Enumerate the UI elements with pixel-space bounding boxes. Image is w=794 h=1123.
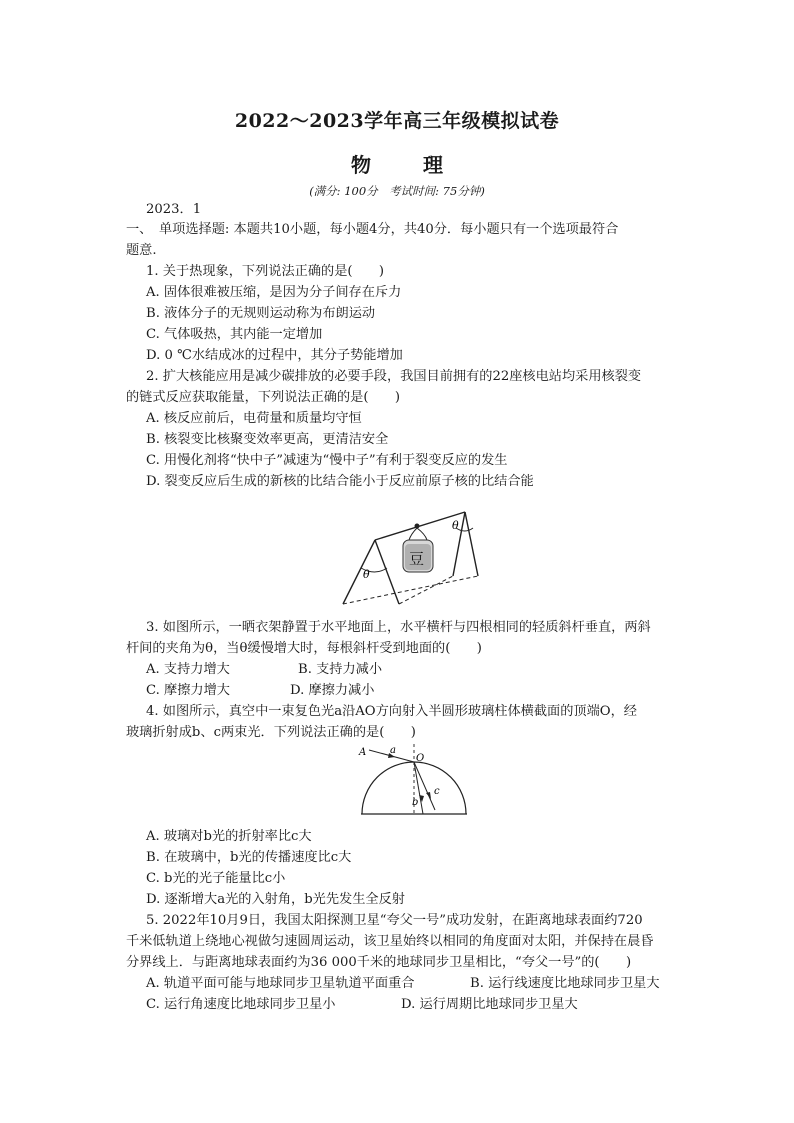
subject-char-2: 理 [423, 153, 443, 177]
label-a: a [390, 745, 396, 756]
question-2-stem: 2. 扩大核能应用是减少碳排放的必要手段，我国目前拥有的22座核电站均采用核裂变 [146, 369, 642, 384]
question-3-stem: 3. 如图所示，一晒衣架静置于水平地面上，水平横杆与四根相同的轻质斜杆垂直，两斜 [146, 620, 651, 635]
q5-option-b: B. 运行线速度比地球同步卫星大 [470, 976, 660, 991]
q3-option-a: A. 支持力增大 [146, 662, 230, 677]
exam-date: 2023．1 [146, 202, 202, 217]
q3-option-c: C. 摩擦力增大 [146, 683, 230, 698]
label-A: A [359, 747, 367, 758]
question-2-stem-cont: 的链式反应获取能量，下列说法正确的是( ) [126, 390, 401, 405]
semicircle-glass-figure [355, 742, 475, 817]
subject-char-1: 物 [351, 153, 371, 177]
rack-badge: 豆 [409, 550, 425, 568]
q4-option-b: B. 在玻璃中，b光的传播速度比c大 [146, 850, 352, 865]
q3-option-b: B. 支持力减小 [298, 662, 383, 677]
clothes-rack-figure [335, 500, 485, 612]
question-3-stem-cont: 杆间的夹角为θ，当θ缓慢增大时，每根斜杆受到地面的( ) [126, 641, 482, 656]
q1-option-b: B. 液体分子的无规则运动称为布朗运动 [146, 306, 376, 321]
q2-option-c: C. 用慢化剂将“快中子”减速为“慢中子”有利于裂变反应的发生 [146, 453, 508, 468]
section-heading: 一、 单项选择题: 本题共10小题，每小题4分，共40分．每小题只有一个选项最符合 [126, 222, 619, 237]
question-5-stem-cont-2: 分界线上．与距离地球表面约为36 000千米的地球同步卫星相比，“夸父一号”的( ) [126, 955, 632, 970]
label-b: b [412, 797, 419, 808]
label-O: O [416, 753, 425, 764]
exam-info: (满分: 100分 考试时间: 75分钟) [309, 184, 485, 198]
subject-title [0, 149, 794, 178]
theta-right-label: θ [452, 519, 459, 532]
q2-option-d: D. 裂变反应后生成的新核的比结合能小于反应前原子核的比结合能 [146, 474, 534, 489]
theta-left-label: θ [363, 568, 370, 581]
q1-option-d: D. 0 ℃水结成冰的过程中，其分子势能增加 [146, 348, 403, 363]
label-c: c [434, 786, 440, 797]
q2-option-b: B. 核裂变比核聚变效率更高，更清洁安全 [146, 432, 389, 447]
q1-option-c: C. 气体吸热，其内能一定增加 [146, 327, 323, 342]
q2-option-a: A. 核反应前后，电荷量和质量均守恒 [146, 411, 362, 426]
q1-option-a: A. 固体很难被压缩，是因为分子间存在斥力 [146, 285, 402, 300]
question-5-stem: 5. 2022年10月9日，我国太阳探测卫星“夸父一号”成功发射，在距离地球表面约720 [146, 913, 643, 928]
question-4-stem: 4. 如图所示，真空中一束复色光a沿AO方向射入半圆形玻璃柱体横截面的顶端O，经 [146, 704, 637, 719]
question-5-stem-cont-1: 千米低轨道上绕地心视做匀速圆周运动，该卫星始终以相同的角度面对太阳，并保持在晨昏 [126, 934, 654, 949]
exam-title: 2022～2023学年高三年级模拟试卷 [234, 110, 560, 132]
question-4-stem-cont: 玻璃折射成b、c两束光．下列说法正确的是( ) [126, 725, 416, 740]
q5-option-c: C. 运行角速度比地球同步卫星小 [146, 997, 336, 1012]
section-heading-cont: 题意. [126, 243, 157, 258]
q5-option-a: A. 轨道平面可能与地球同步卫星轨道平面重合 [146, 976, 415, 991]
q5-option-d: D. 运行周期比地球同步卫星大 [401, 997, 578, 1012]
q4-option-d: D. 逐渐增大a光的入射角，b光先发生全反射 [146, 892, 405, 907]
question-1-stem: 1. 关于热现象，下列说法正确的是( ) [146, 264, 385, 279]
q4-option-a: A. 玻璃对b光的折射率比c大 [146, 829, 312, 844]
q3-option-d: D. 摩擦力减小 [290, 683, 375, 698]
q4-option-c: C. b光的光子能量比c小 [146, 871, 286, 886]
